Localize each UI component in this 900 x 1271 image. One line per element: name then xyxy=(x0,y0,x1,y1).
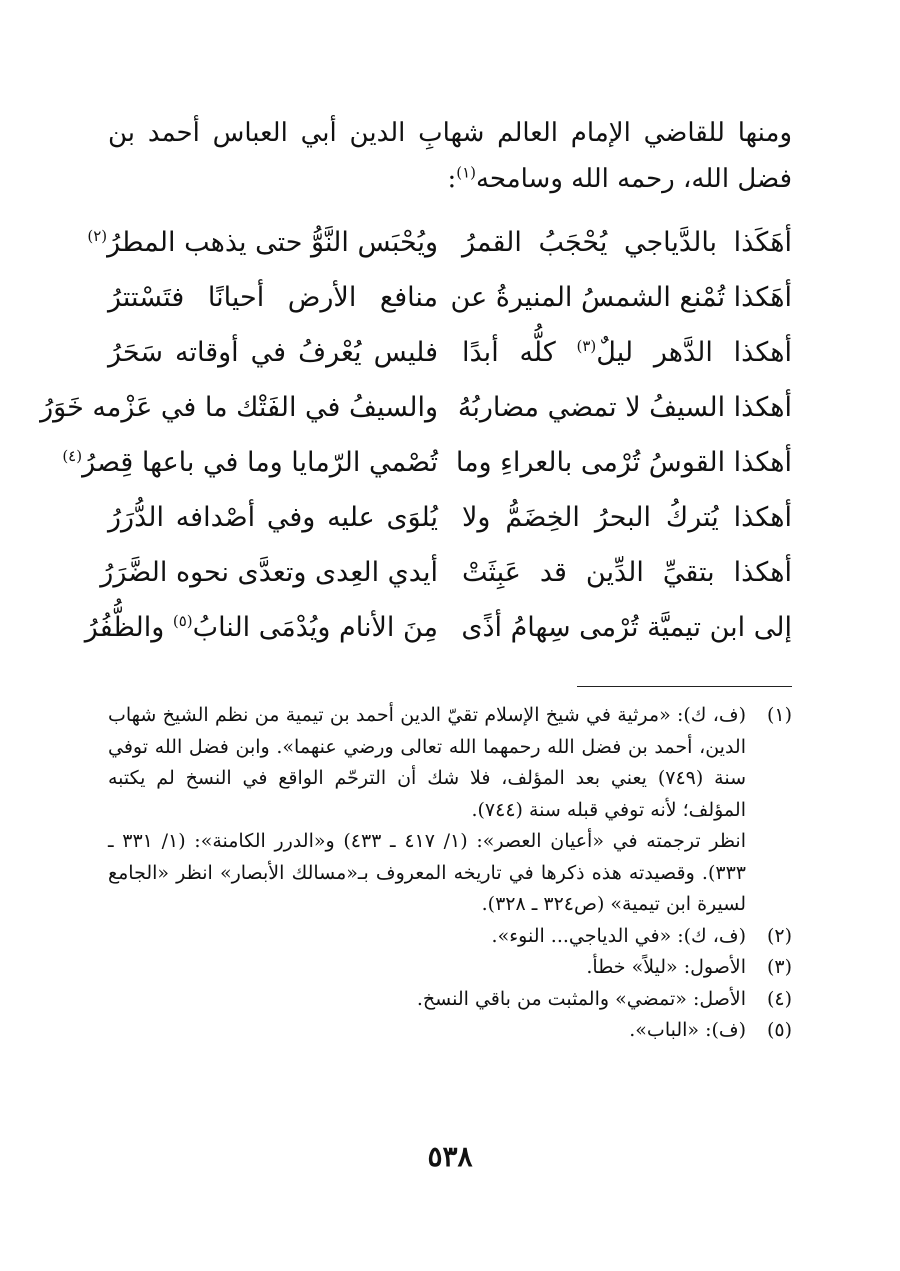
second-hemistich: تُصْمي الرّمايا وما في باعها قِصرُ$^{(٤)}$ xyxy=(62,447,438,478)
footnote-number: (٤) xyxy=(766,987,792,1010)
verse-1 xyxy=(87,215,792,270)
verse-6 xyxy=(108,490,792,545)
first-hemistich: أهكذا بتقيِّ الدِّين قد عَبِثَتْ xyxy=(462,557,792,588)
footnote-5 xyxy=(108,1015,792,1047)
second-hemistich: مِنَ الأنام ويُدْمَى النابُ$^{(٥)}$ والظُّفُرُ xyxy=(84,612,438,643)
footnote-number: (٢) xyxy=(766,924,792,947)
footnote-1 xyxy=(108,700,792,921)
footnotes xyxy=(108,700,792,1047)
first-hemistich: أهَكَذا بالدَّياجي يُحْجَبُ القمرُ xyxy=(462,227,792,258)
footnote-ref-3: (٣) xyxy=(576,337,597,355)
first-hemistich: إلى ابن تيميَّة تُرْمى سِهامُ أذًى xyxy=(461,612,792,643)
first-hemistich: أهكذا القوسُ تُرْمى بالعراءِ وما xyxy=(455,447,792,478)
second-hemistich: أيدي العِدى وتعدَّى نحوه الضَّرَرُ xyxy=(100,557,438,588)
first-hemistich: أهكذا يُتركُ البحرُ الخِضَمُّ ولا xyxy=(462,502,792,533)
footnote-number: (٣) xyxy=(766,956,792,978)
poem xyxy=(40,215,792,655)
first-hemistich: أهكذا الدَّهر ليلٌ$^{(٣)}$ كلُّه أبدًا xyxy=(462,337,792,368)
footnote-4 xyxy=(108,984,792,1016)
second-hemistich: فليس يُعْرفُ في أوقاته سَحَرُ xyxy=(108,337,438,368)
verse-2 xyxy=(108,270,792,325)
first-hemistich: أهكذا السيفُ لا تمضي مضاربُهُ xyxy=(457,392,792,423)
verse-4 xyxy=(40,380,792,435)
footnote-ref-5: (٥) xyxy=(172,612,193,630)
second-hemistich: والسيفُ في الفَتْك ما في عَزْمه خَوَرُ xyxy=(40,392,438,423)
verse-7 xyxy=(100,545,792,600)
footnote-number: (٥) xyxy=(766,1019,792,1041)
intro-text: ومنها للقاضي الإمام العالم شهابِ الدين أبي العباس أحمد بن فضل الله، رحمه الله وسامحه xyxy=(108,118,792,194)
verse-3 xyxy=(108,325,792,380)
second-hemistich: منافع الأرض أحيانًا فتَسْتترُ xyxy=(108,282,438,313)
footnote-divider xyxy=(577,686,792,687)
footnote-ref-1: (١) xyxy=(456,163,476,182)
intro-paragraph xyxy=(108,110,792,202)
footnote-ref-4: (٤) xyxy=(62,447,83,465)
first-hemistich: أهَكذا تُمْنع الشمسُ المنيرةُ عن xyxy=(450,282,792,313)
second-hemistich: ويُحْبَس النَّوُّ حتى يذهب المطرُ$^{(٢)}$ xyxy=(87,227,438,258)
footnote-text: (ف): «الباب». xyxy=(629,1019,746,1041)
verse-5 xyxy=(62,435,792,490)
page-number: ٥٣٨ xyxy=(427,1140,473,1173)
second-hemistich: يُلوَى عليه وفي أصْدافه الدُّرَرُ xyxy=(108,502,438,533)
footnote-text: الأصل: «تمضي» والمثبت من باقي النسخ. xyxy=(416,987,746,1010)
footnote-text: (ف، ك): «في الدياجي... النوء». xyxy=(491,924,746,947)
footnote-3 xyxy=(108,952,792,984)
footnote-number: (١) xyxy=(766,704,792,726)
footnote-text: (ف، ك): «مرثية في شيخ الإسلام تقيّ الدين أحمد بن تيمية من نظم الشيخ شهاب الدين، أحمد بن فضل الله رحمهما الله تعالى ورضي عنهما». وابن فضل الله توفي سنة (٧٤٩) يعني بعد المؤلف، فلا شك أن الترحّم الواقع في النسخ لم يكتبه المؤلف؛ لأنه توفي قبله سنة (٧٤٤). انظر ترجمته في «أعيان العصر»: (١/ ٤١٧ ـ ٤٣٣) و«الدرر الكامنة»: (١/ ٣٣١ ـ ٣٣٣). وقصيدته هذه ذكرها في تاريخه المعروف بـ«مسالك الأبصار» انظر «الجامع لسيرة ابن تيمية» (ص٣٢٤ ـ ٣٢٨). xyxy=(108,704,747,915)
footnote-2 xyxy=(108,921,792,953)
footnote-text: الأصول: «ليلاً» خطأ. xyxy=(586,956,746,978)
intro-colon: : xyxy=(447,164,457,194)
footnote-ref-2: (٢) xyxy=(87,227,108,245)
verse-8 xyxy=(84,600,792,655)
